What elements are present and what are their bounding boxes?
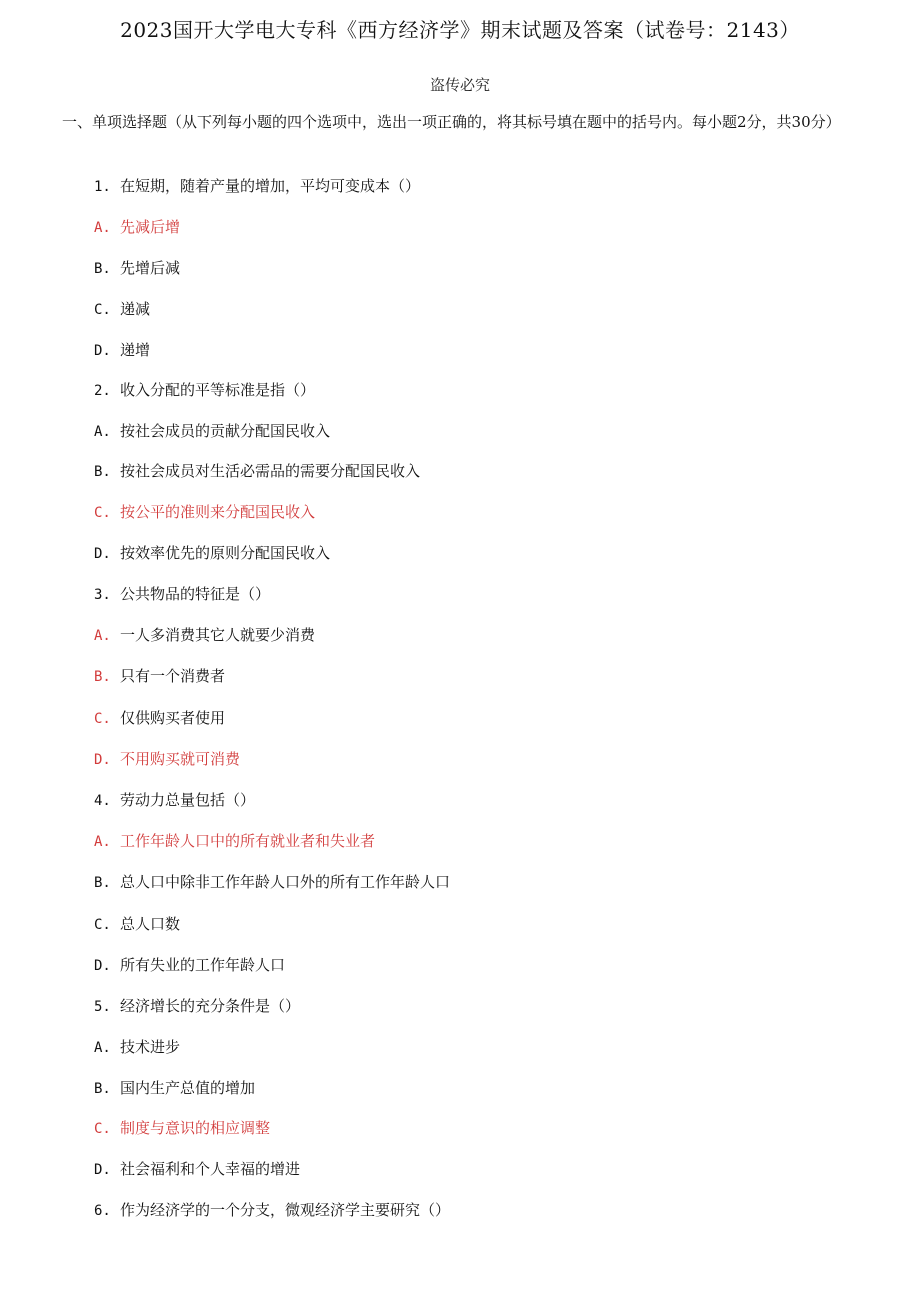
option-text: 国内生产总值的增加 [120, 1079, 256, 1097]
option [94, 913, 180, 936]
option [94, 1158, 300, 1181]
option [94, 298, 150, 321]
option-text: 按社会成员的贡献分配国民收入 [120, 422, 331, 440]
option-key: D. [94, 958, 111, 974]
question-number: 5. [94, 999, 111, 1015]
question-stem [94, 789, 255, 812]
option-text: 仅供购买者使用 [120, 709, 226, 727]
option [94, 954, 285, 977]
question-stem [94, 1199, 450, 1222]
option-key: A. [94, 834, 111, 850]
option-key: B. [94, 261, 111, 277]
option [94, 871, 450, 894]
option-key: A. [94, 220, 111, 236]
option-text: 所有失业的工作年龄人口 [120, 956, 286, 974]
document-title: 2023国开大学电大专科《西方经济学》期末试题及答案（试卷号：2143） [120, 18, 800, 42]
option-text: 按公平的准则来分配国民收入 [120, 503, 316, 521]
option [94, 339, 150, 362]
option-key: D. [94, 343, 111, 359]
option-text: 不用购买就可消费 [120, 750, 241, 768]
option-answer [94, 830, 375, 853]
option [94, 1036, 180, 1059]
option-answer [94, 748, 240, 771]
option-answer [94, 1117, 270, 1140]
option [94, 542, 330, 565]
option-text: 只有一个消费者 [120, 667, 226, 685]
question-text: 劳动力总量包括（） [120, 791, 256, 809]
question-text: 作为经济学的一个分支，微观经济学主要研究（） [120, 1201, 451, 1219]
question-number: 4. [94, 793, 111, 809]
section-heading: 一、单项选择题（从下列每小题的四个选项中，选出一项正确的，将其标号填在题中的括号内。每小题2分，共30分） [62, 113, 841, 131]
option [94, 257, 180, 280]
option-text: 按社会成员对生活必需品的需要分配国民收入 [120, 462, 421, 480]
option-text: 先增后减 [120, 259, 181, 277]
option-key: D. [94, 752, 111, 768]
option [94, 460, 420, 483]
option-text: 总人口中除非工作年龄人口外的所有工作年龄人口 [120, 873, 451, 891]
option-key: D. [94, 1162, 111, 1178]
option-text: 一人多消费其它人就要少消费 [120, 626, 316, 644]
option-key: C. [94, 505, 111, 521]
question-number: 1. [94, 179, 111, 195]
option-text: 先减后增 [120, 218, 181, 236]
option-text: 社会福利和个人幸福的增进 [120, 1160, 301, 1178]
option [94, 665, 225, 688]
question-stem [94, 379, 315, 402]
option-text: 递减 [120, 300, 151, 318]
option [94, 420, 330, 443]
option-text: 递增 [120, 341, 151, 359]
option [94, 624, 315, 647]
question-number: 3. [94, 587, 111, 603]
option-key: B. [94, 1081, 111, 1097]
option-key: B. [94, 875, 111, 891]
question-number: 2. [94, 383, 111, 399]
option-key: C. [94, 711, 111, 727]
option-text: 制度与意识的相应调整 [120, 1119, 271, 1137]
option-key: C. [94, 302, 111, 318]
option-key: D. [94, 546, 111, 562]
option-key: B. [94, 669, 111, 685]
option-key: A. [94, 1040, 111, 1056]
option-text: 按效率优先的原则分配国民收入 [120, 544, 331, 562]
question-text: 经济增长的充分条件是（） [120, 997, 301, 1015]
option-key: A. [94, 424, 111, 440]
question-stem [94, 175, 420, 198]
option [94, 1077, 255, 1100]
question-text: 收入分配的平等标准是指（） [120, 381, 316, 399]
watermark-text: 盗传必究 [429, 76, 490, 94]
question-stem [94, 583, 270, 606]
question-text: 公共物品的特征是（） [120, 585, 271, 603]
option-text: 总人口数 [120, 915, 181, 933]
question-stem [94, 995, 300, 1018]
option-key: B. [94, 464, 111, 480]
option-key: A. [94, 628, 111, 644]
option [94, 707, 225, 730]
option-text: 工作年龄人口中的所有就业者和失业者 [120, 832, 376, 850]
question-text: 在短期，随着产量的增加，平均可变成本（） [120, 177, 421, 195]
option-key: C. [94, 1121, 111, 1137]
option-key: C. [94, 917, 111, 933]
option-answer [94, 501, 315, 524]
option-text: 技术进步 [120, 1038, 181, 1056]
question-number: 6. [94, 1203, 111, 1219]
option-answer [94, 216, 180, 239]
